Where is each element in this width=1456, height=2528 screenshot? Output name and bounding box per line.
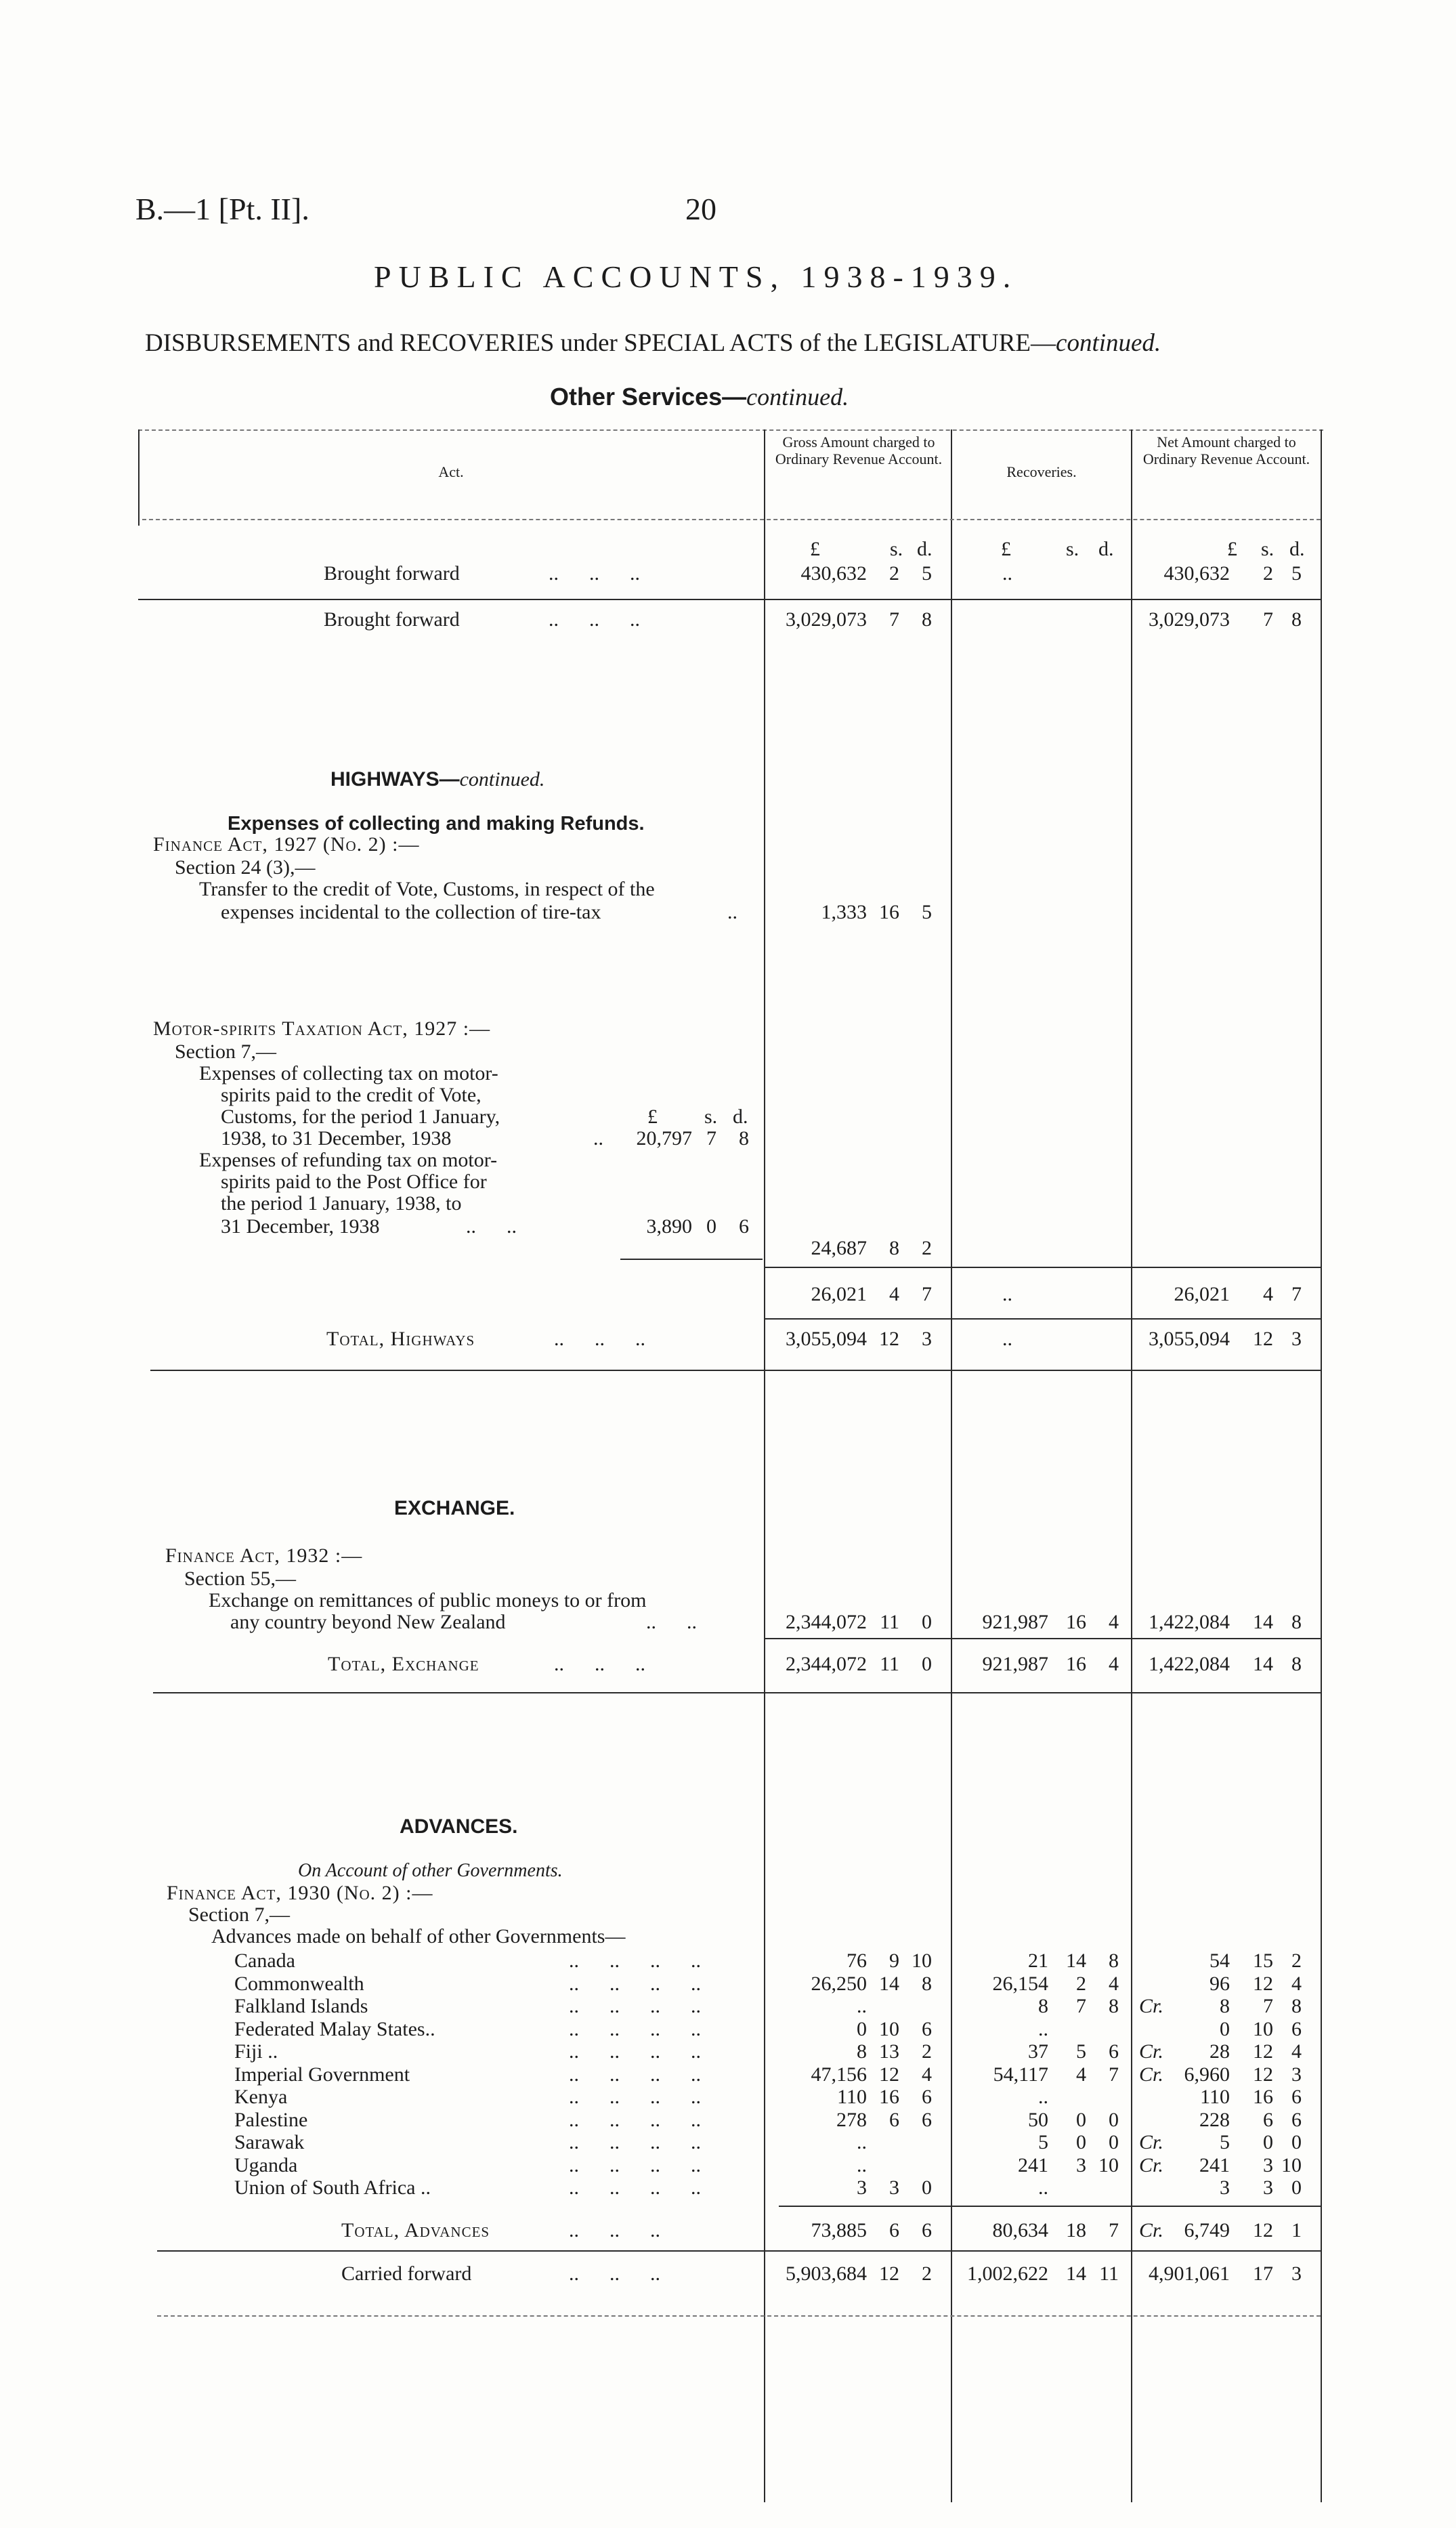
leader-dots: .. .. .. .. [569,1950,701,1972]
amount-pence: 3 [922,1328,932,1350]
amount-pounds: 8 [857,2040,867,2063]
country-name: Kenya [234,2086,288,2108]
net-shillings: 14 [1253,1611,1273,1633]
rec-shillings: 5 [1076,2040,1086,2063]
net-pounds: 6,960 [1184,2063,1230,2086]
net-shillings: 6 [1263,2109,1273,2131]
net-shillings: 7 [1263,608,1273,631]
rec-pence: 7 [1109,2063,1119,2086]
net-pence: 4 [1291,1973,1302,1995]
net-shillings: 3 [1263,2154,1273,2176]
net-pence: 3 [1291,2063,1302,2086]
net-pounds: 3 [1220,2176,1230,2199]
amount-pounds: 73,885 [811,2219,867,2241]
amount-pounds: 5,903,684 [786,2262,867,2285]
net-shillings: 4 [1263,1283,1273,1305]
leader-dots: .. .. .. .. [569,2040,701,2063]
net-shillings: 7 [1263,1995,1273,2017]
rec-pounds: 21 [1028,1950,1048,1972]
rec-shillings: 4 [1076,2063,1086,2086]
net-shillings: 12 [1253,2040,1273,2063]
net-pounds: 1,422,084 [1149,1611,1230,1633]
header-recoveries: Recoveries. [1006,463,1077,480]
act-title: Finance Act, 1932 :— [165,1544,363,1567]
unit-rec-pound: £ [1001,538,1011,560]
amount-shillings: 6 [889,2219,899,2241]
amount-pence: 7 [922,1283,932,1305]
amount-pounds: 278 [836,2109,867,2131]
rec-pounds: 5 [1038,2131,1048,2153]
net-pounds: 241 [1199,2154,1230,2176]
credit-marker: Cr. [1139,2063,1163,2086]
leader-dots: .. .. .. [569,2262,660,2285]
item-text: Expenses of refunding tax on motor- [199,1149,498,1171]
net-pence: 6 [1291,2086,1302,2108]
item-text: Transfer to the credit of Vote, Customs, in respect of the [199,878,655,900]
rec-pence: 4 [1109,1653,1119,1675]
amount-pence: 5 [922,901,932,923]
highways-heading [330,768,544,791]
item-text: the period 1 January, 1938, to [221,1192,462,1215]
inner-amount-shillings: 0 [706,1215,716,1238]
rec-pence: 10 [1098,2154,1119,2176]
country-name: Union of South Africa .. [234,2176,431,2199]
item-text: Exchange on remittances of public moneys to or from [209,1589,647,1611]
page-subtitle [145,329,1161,358]
amount-pounds: 3,029,073 [786,608,867,631]
section-rule [157,2250,1321,2252]
amount-shillings: 10 [879,2018,899,2040]
page-reference: B.—1 [Pt. II]. [135,192,309,226]
act-section: Section 7,— [188,1903,290,1926]
sum-rule [765,1638,1321,1639]
amount-pounds: 1,333 [821,901,867,923]
amount-pounds: 26,250 [811,1973,867,1995]
carried-forward-label: Carried forward [341,2262,472,2285]
country-name: Sarawak [234,2131,305,2153]
amount-pounds: 3 [857,2176,867,2199]
net-pence: 6 [1291,2109,1302,2131]
net-pence: 8 [1291,1611,1302,1633]
amount-shillings: 8 [889,1237,899,1259]
net-pence: 8 [1291,1995,1302,2017]
page-number: 20 [685,192,716,226]
item-text: Advances made on behalf of other Governments— [211,1925,626,1947]
amount-shillings: 4 [889,1283,899,1305]
amount-pence: 4 [922,2063,932,2086]
rec-shillings: 14 [1066,1950,1086,1972]
inner-amount-pence: 8 [739,1127,749,1150]
leader-dots: .. .. .. [549,608,640,631]
net-pence: 3 [1291,1328,1302,1350]
unit-gross-d: d. [917,538,933,560]
amount-pounds: 110 [837,2086,867,2108]
amount-pounds: .. [857,1995,867,2017]
item-text: 1938, to 31 December, 1938 [221,1127,452,1150]
recoveries-nil: .. [1002,1283,1012,1305]
net-pounds: 6,749 [1184,2219,1230,2241]
amount-shillings: 11 [880,1653,899,1675]
net-pounds: 430,632 [1163,562,1230,585]
item-text: spirits paid to the credit of Vote, [221,1084,481,1106]
credit-marker: Cr. [1139,1995,1163,2017]
rec-pounds: 1,002,622 [967,2262,1048,2285]
net-pounds: 28 [1209,2040,1230,2063]
leader-dots: .. .. .. [554,1653,645,1675]
rec-pounds: 921,987 [982,1653,1048,1675]
net-shillings: 12 [1253,1973,1273,1995]
leader-dots: .. .. .. .. [569,2086,701,2108]
unit-net-pound: £ [1227,538,1237,560]
rec-shillings: 0 [1076,2131,1086,2153]
rec-shillings: 2 [1076,1973,1086,1995]
row-rule [138,599,1322,600]
net-pence: 7 [1291,1283,1302,1305]
net-shillings: 2 [1263,562,1273,585]
section-title-continued: continued. [746,383,849,410]
credit-marker: Cr. [1139,2040,1163,2063]
rec-pence: 4 [1109,1973,1119,1995]
net-shillings: 12 [1253,1328,1273,1350]
item-text: Customs, for the period 1 January, [221,1105,500,1128]
rec-pence: 0 [1109,2131,1119,2153]
leader-dots: .. .. .. .. [569,2018,701,2040]
unit-gross-s: s. [890,538,903,560]
amount-shillings: 12 [879,2262,899,2285]
act-section: Section 24 (3),— [175,856,316,879]
col-rule-right [1321,429,1322,2502]
inner-amount-shillings: 7 [706,1127,716,1150]
net-shillings: 12 [1253,2219,1273,2241]
unit-gross-pound: £ [810,538,820,560]
net-pounds: 3,055,094 [1149,1328,1230,1350]
amount-pence: 6 [922,2109,932,2131]
unit-rec-s: s. [1066,538,1079,560]
rec-shillings: 7 [1076,1995,1086,2017]
amount-pence: 0 [922,1653,932,1675]
highways-heading-main: HIGHWAYS— [330,768,460,791]
rec-pounds: 8 [1038,1995,1048,2017]
rec-shillings: 0 [1076,2109,1086,2131]
leader-dots: .. .. [646,1611,697,1633]
amount-shillings: 12 [879,1328,899,1350]
rec-shillings: 3 [1076,2154,1086,2176]
rec-pounds: 921,987 [982,1611,1048,1633]
amount-pounds: 24,687 [811,1237,867,1259]
country-name: Palestine [234,2109,308,2131]
inner-unit-d: d. [733,1105,748,1128]
amount-pence: 2 [922,2262,932,2285]
amount-pounds: .. [857,2154,867,2176]
highways-subheading: Expenses of collecting and making Refunds. [228,813,645,835]
table-top-rule [138,429,1323,431]
sum-rule [779,2206,1321,2207]
rec-shillings: 16 [1066,1611,1086,1633]
country-name: Uganda [234,2154,298,2176]
net-pence: 6 [1291,2018,1302,2040]
rec-pence: 7 [1109,2219,1119,2241]
unit-net-s: s. [1261,538,1275,560]
act-title: Motor-spirits Taxation Act, 1927 :— [153,1017,491,1040]
amount-pounds: 3,055,094 [786,1328,867,1350]
country-name: Imperial Government [234,2063,410,2086]
leader-dots: .. .. .. .. [569,2176,701,2199]
rec-shillings: 18 [1066,2219,1086,2241]
net-pence: 2 [1291,1950,1302,1972]
act-title: Finance Act, 1927 (No. 2) :— [153,833,420,856]
header-net: Net Amount charged to Ordinary Revenue Account. [1142,434,1310,467]
amount-pence: 0 [922,2176,932,2199]
amount-pence: 6 [922,2219,932,2241]
net-shillings: 0 [1263,2131,1273,2153]
amount-shillings: 11 [880,1611,899,1633]
net-pence: 4 [1291,2040,1302,2063]
leader-dots: .. [727,901,737,923]
leader-dots: .. .. [466,1215,517,1238]
net-pounds: 5 [1220,2131,1230,2153]
brought-forward-label: Brought forward [324,562,460,585]
header-bottom-rule [142,519,1321,520]
amount-pence: 8 [922,608,932,631]
amount-pence: 8 [922,1973,932,1995]
net-shillings: 17 [1253,2262,1273,2285]
section-rule [153,1692,1321,1693]
section-title-main: Other Services— [550,383,747,410]
net-pounds: 1,422,084 [1149,1653,1230,1675]
amount-shillings: 13 [879,2040,899,2063]
amount-pounds: .. [857,2131,867,2153]
net-shillings: 12 [1253,2063,1273,2086]
rec-pounds: 37 [1028,2040,1048,2063]
act-section: Section 7,— [175,1040,276,1063]
amount-shillings: 7 [889,608,899,631]
leader-dots: .. .. .. .. [569,2109,701,2131]
net-pence: 8 [1291,608,1302,631]
leader-dots: .. .. .. [549,562,640,585]
net-pence: 0 [1291,2176,1302,2199]
rec-pounds: .. [1038,2176,1048,2199]
item-text: spirits paid to the Post Office for [221,1171,487,1193]
unit-rec-d: d. [1098,538,1114,560]
table-bottom-rule [157,2315,1321,2317]
net-pounds: 4,901,061 [1149,2262,1230,2285]
amount-pence: 10 [912,1950,932,1972]
amount-shillings: 9 [889,1950,899,1972]
rec-pounds: 241 [1018,2154,1048,2176]
rec-pence: 6 [1109,2040,1119,2063]
total-exchange-label: Total, Exchange [328,1653,479,1675]
inner-unit-s: s. [704,1105,718,1128]
net-pounds: 110 [1200,2086,1230,2108]
sum-rule [765,1318,1321,1320]
inner-unit-pound: £ [647,1105,658,1128]
rec-pence: 11 [1099,2262,1119,2285]
leader-dots: .. .. .. .. [569,2063,701,2086]
total-highways-label: Total, Highways [326,1328,475,1350]
net-pence: 3 [1291,2262,1302,2285]
total-advances-label: Total, Advances [341,2219,490,2241]
amount-pence: 6 [922,2086,932,2108]
amount-pounds: 26,021 [811,1283,867,1305]
amount-pence: 2 [922,2040,932,2063]
sum-rule [765,1267,1321,1268]
amount-pounds: 76 [847,1950,867,1972]
amount-shillings: 14 [879,1973,899,1995]
country-name: Commonwealth [234,1973,364,1995]
header-gross: Gross Amount charged to Ordinary Revenue Account. [775,434,943,467]
item-text: Expenses of collecting tax on motor- [199,1062,498,1084]
amount-shillings: 16 [879,901,899,923]
net-pence: 1 [1291,2219,1302,2241]
rec-pounds: 50 [1028,2109,1048,2131]
country-name: Fiji .. [234,2040,278,2063]
section-rule [150,1370,1321,1371]
rec-pence: 4 [1109,1611,1119,1633]
leader-dots: .. .. .. .. [569,1973,701,1995]
unit-net-d: d. [1289,538,1305,560]
net-pence: 8 [1291,1653,1302,1675]
page-title: PUBLIC ACCOUNTS, 1938-1939. [374,259,1019,294]
net-pounds: 3,029,073 [1149,608,1230,631]
net-shillings: 10 [1253,2018,1273,2040]
header-act: Act. [438,463,464,480]
highways-heading-continued: continued. [459,768,545,791]
amount-shillings: 16 [879,2086,899,2108]
country-name: Falkland Islands [234,1995,368,2017]
inner-amount-pence: 6 [739,1215,749,1238]
advances-heading: ADVANCES. [400,1815,518,1838]
amount-pounds: 47,156 [811,2063,867,2086]
credit-marker: Cr. [1139,2154,1163,2176]
net-pounds: 54 [1209,1950,1230,1972]
amount-shillings: 3 [889,2176,899,2199]
net-shillings: 14 [1253,1653,1273,1675]
leader-dots: .. .. .. [569,2219,660,2241]
recoveries-nil: .. [1002,562,1012,585]
advances-subheading: On Account of other Governments. [298,1860,563,1881]
rec-pounds: 80,634 [992,2219,1048,2241]
leader-dots: .. .. .. .. [569,1995,701,2017]
credit-marker: Cr. [1139,2219,1163,2241]
amount-pence: 0 [922,1611,932,1633]
act-title: Finance Act, 1930 (No. 2) :— [167,1882,433,1904]
leader-dots: .. .. .. .. [569,2154,701,2176]
credit-marker: Cr. [1139,2131,1163,2153]
amount-pounds: 0 [857,2018,867,2040]
leader-dots: .. .. .. .. [569,2131,701,2153]
net-pence: 5 [1291,562,1302,585]
item-text: 31 December, 1938 [221,1215,380,1238]
net-pence: 0 [1291,2131,1302,2153]
act-section: Section 55,— [184,1567,296,1590]
recoveries-nil: .. [1002,1328,1012,1350]
country-name: Federated Malay States.. [234,2018,435,2040]
leader-dots: .. .. .. [554,1328,645,1350]
amount-pounds: 2,344,072 [786,1611,867,1633]
leader-dots: .. [593,1127,603,1150]
amount-shillings: 12 [879,2063,899,2086]
inner-amount-pounds: 3,890 [646,1215,692,1238]
net-shillings: 16 [1253,2086,1273,2108]
rec-pence: 8 [1109,1995,1119,2017]
exchange-heading: EXCHANGE. [394,1497,515,1519]
net-pence: 10 [1281,2154,1302,2176]
rec-pounds: 26,154 [992,1973,1048,1995]
amount-shillings: 2 [889,562,899,585]
rec-shillings: 14 [1066,2262,1086,2285]
amount-pounds: 430,632 [800,562,867,585]
amount-pence: 6 [922,2018,932,2040]
subtitle-main: DISBURSEMENTS and RECOVERIES under SPECIAL ACTS of the LEGISLATURE— [145,329,1056,357]
rec-pounds: .. [1038,2086,1048,2108]
subtitle-continued: continued. [1056,329,1161,357]
item-text: any country beyond New Zealand [230,1611,506,1633]
rec-pence: 0 [1109,2109,1119,2131]
net-pounds: 228 [1199,2109,1230,2131]
brought-forward-label: Brought forward [324,608,460,631]
rec-pence: 8 [1109,1950,1119,1972]
item-text: expenses incidental to the collection of tire-tax [221,901,601,923]
inner-amount-pounds: 20,797 [636,1127,692,1150]
rec-pounds: .. [1038,2018,1048,2040]
amount-pounds: 2,344,072 [786,1653,867,1675]
section-title [550,383,849,411]
net-pounds: 0 [1220,2018,1230,2040]
net-pounds: 96 [1209,1973,1230,1995]
amount-shillings: 6 [889,2109,899,2131]
net-shillings: 15 [1253,1950,1273,1972]
rec-pounds: 54,117 [993,2063,1048,2086]
net-pounds: 26,021 [1174,1283,1230,1305]
amount-pence: 5 [922,562,932,585]
net-shillings: 3 [1263,2176,1273,2199]
country-name: Canada [234,1950,295,1972]
amount-pence: 2 [922,1237,932,1259]
rec-shillings: 16 [1066,1653,1086,1675]
net-pounds: 8 [1220,1995,1230,2017]
